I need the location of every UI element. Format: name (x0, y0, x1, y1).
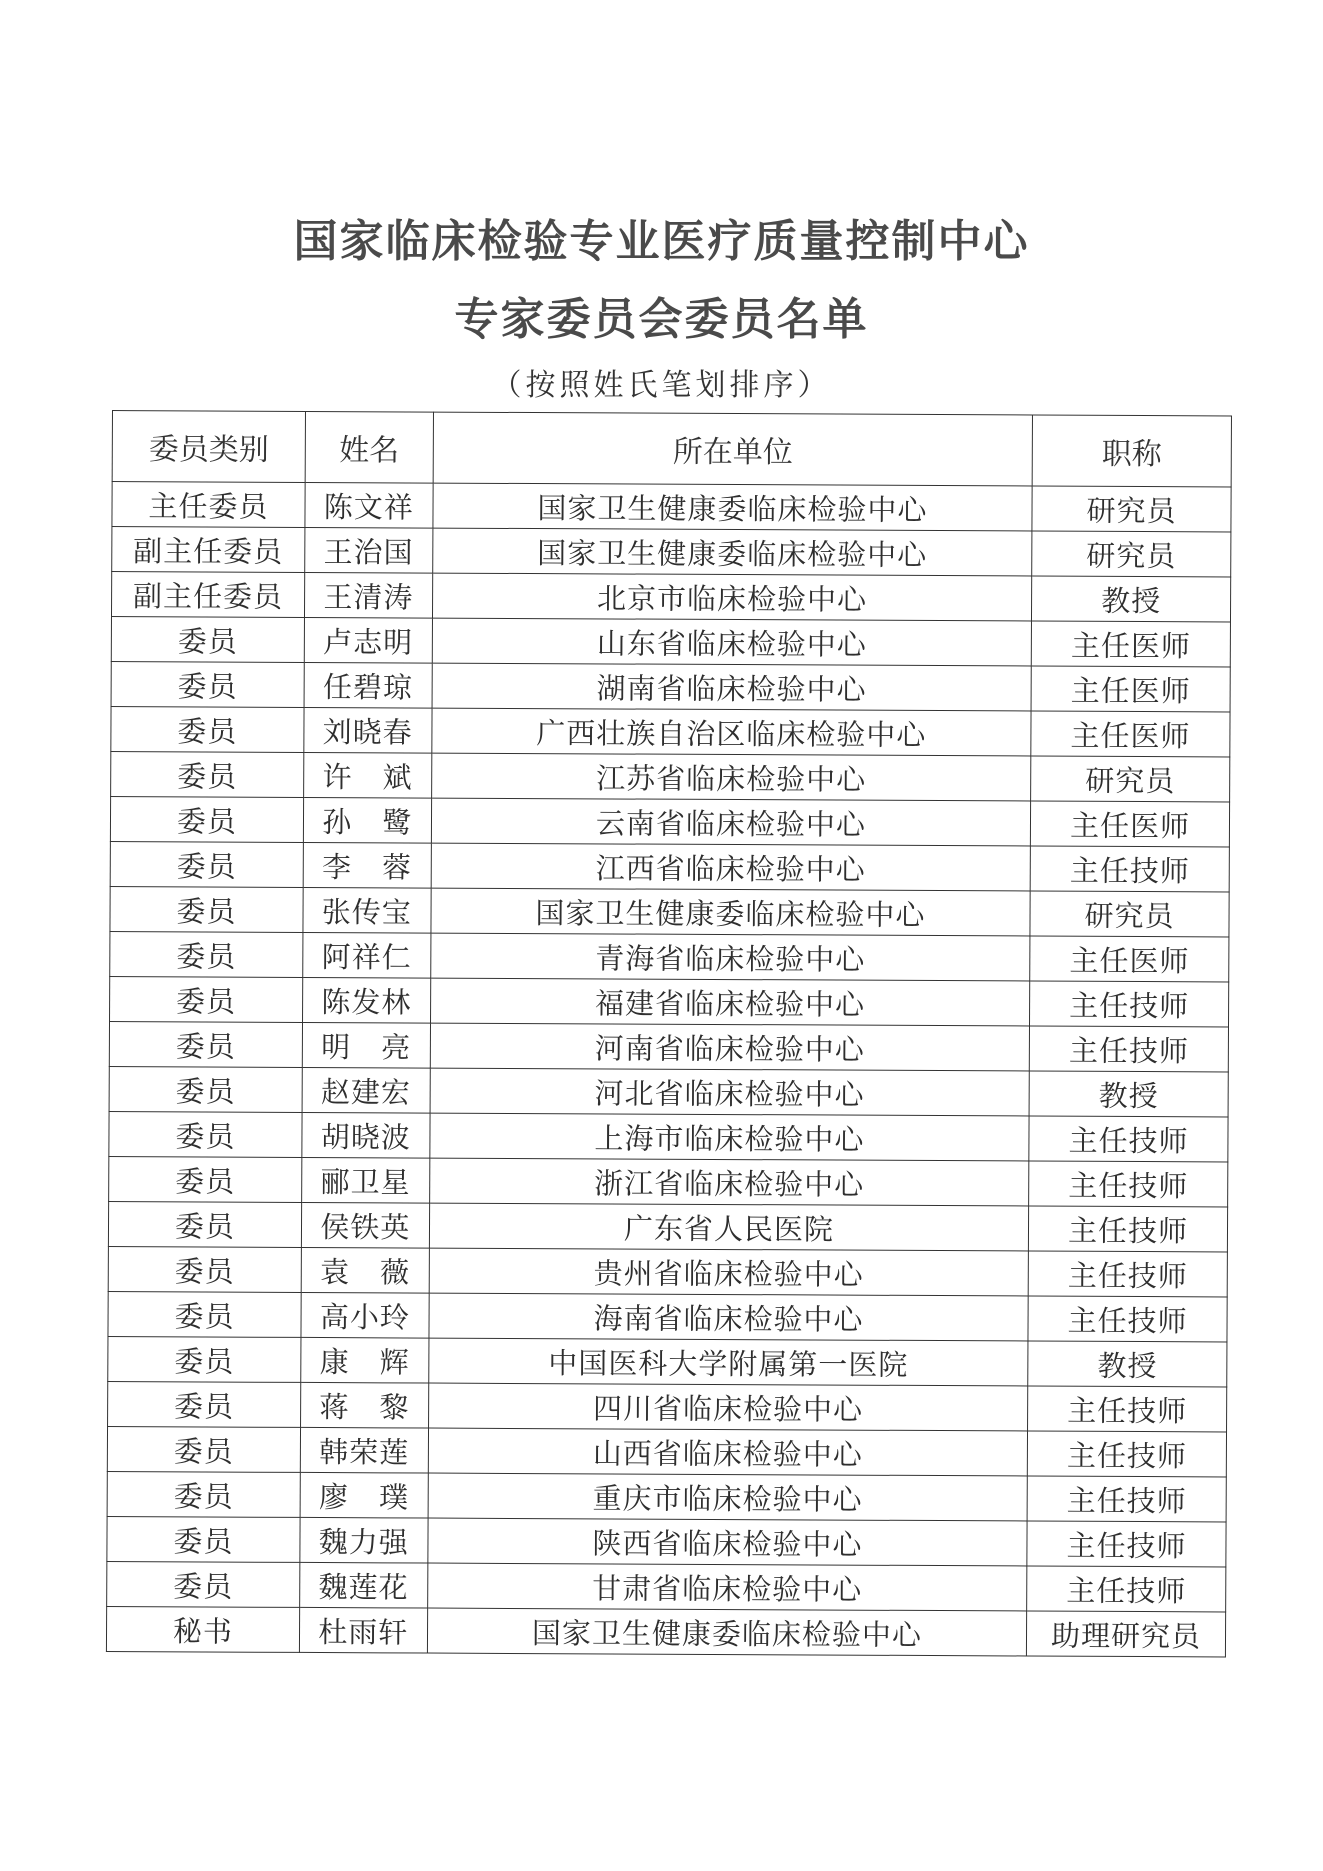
cell-title: 主任技师 (1027, 1431, 1226, 1477)
table-row (110, 841, 1229, 891)
cell-unit: 海南省临床检验中心 (429, 1293, 1029, 1341)
table-row (112, 482, 1231, 532)
cell-title: 助理研究员 (1027, 1611, 1226, 1657)
cell-category: 委员 (111, 751, 304, 797)
cell-name: 李 蓉 (303, 842, 431, 888)
cell-category: 委员 (109, 1111, 302, 1157)
table-row (110, 976, 1229, 1026)
table-row (108, 1381, 1227, 1431)
table-body (106, 482, 1231, 1657)
header-title: 职称 (1032, 415, 1231, 487)
cell-title: 主任技师 (1029, 1206, 1228, 1252)
cell-category: 委员 (109, 1156, 302, 1202)
cell-category: 委员 (111, 661, 304, 707)
cell-category: 委员 (108, 1291, 301, 1337)
cell-title: 主任技师 (1029, 1161, 1228, 1207)
table-row (107, 1561, 1226, 1611)
table-row (111, 751, 1230, 801)
cell-unit: 四川省临床检验中心 (428, 1383, 1028, 1431)
table-row (111, 706, 1230, 756)
cell-unit: 青海省临床检验中心 (430, 933, 1030, 981)
table-row (107, 1471, 1226, 1521)
cell-name: 许 斌 (303, 752, 431, 798)
cell-name: 廖 璞 (300, 1472, 428, 1518)
table-row (111, 572, 1230, 622)
table-row (109, 1111, 1228, 1161)
cell-category: 委员 (110, 976, 303, 1022)
cell-title: 教授 (1029, 1071, 1228, 1117)
document-title-line2: 专家委员会委员名单 (454, 294, 869, 345)
cell-name: 杜雨轩 (299, 1607, 427, 1653)
cell-name: 魏莲花 (300, 1562, 428, 1608)
cell-title: 教授 (1032, 576, 1231, 622)
cell-title: 主任技师 (1028, 1251, 1227, 1297)
cell-title: 主任医师 (1031, 801, 1230, 847)
cell-name: 侯铁英 (301, 1202, 429, 1248)
table-row (111, 617, 1230, 667)
cell-name: 韩荣莲 (300, 1427, 428, 1473)
cell-title: 主任技师 (1027, 1521, 1226, 1567)
cell-name: 陈文祥 (305, 482, 433, 528)
cell-name: 阿祥仁 (303, 932, 431, 978)
cell-title: 研究员 (1032, 531, 1231, 577)
cell-category: 副主任委员 (111, 572, 304, 618)
table-row (111, 661, 1230, 711)
cell-category: 委员 (107, 1516, 300, 1562)
cell-unit: 福建省临床检验中心 (430, 978, 1030, 1026)
table-row (110, 796, 1229, 846)
cell-category: 委员 (109, 1066, 302, 1112)
cell-title: 主任技师 (1030, 981, 1229, 1027)
cell-category: 委员 (107, 1426, 300, 1472)
cell-title: 研究员 (1031, 756, 1230, 802)
committee-member-table (106, 410, 1232, 1657)
cell-unit: 湖南省临床检验中心 (432, 663, 1032, 711)
cell-category: 委员 (108, 1201, 301, 1247)
cell-unit: 贵州省临床检验中心 (429, 1248, 1029, 1296)
cell-unit: 河南省临床检验中心 (430, 1023, 1030, 1071)
cell-name: 刘晓春 (304, 707, 432, 753)
table-row (109, 1021, 1228, 1071)
cell-category: 委员 (110, 931, 303, 977)
table-row (107, 1426, 1226, 1476)
cell-category: 委员 (108, 1381, 301, 1427)
cell-category: 委员 (108, 1246, 301, 1292)
table-row (106, 1606, 1225, 1656)
table-row (107, 1516, 1226, 1566)
cell-unit: 河北省临床检验中心 (430, 1068, 1030, 1116)
cell-category: 委员 (110, 841, 303, 887)
cell-unit: 山东省临床检验中心 (432, 618, 1032, 666)
cell-title: 主任医师 (1031, 711, 1230, 757)
cell-unit: 广西壮族自治区临床检验中心 (432, 708, 1032, 756)
cell-title: 主任技师 (1027, 1476, 1226, 1522)
cell-title: 主任技师 (1027, 1566, 1226, 1612)
cell-title: 主任技师 (1029, 1116, 1228, 1162)
cell-unit: 上海市临床检验中心 (430, 1113, 1030, 1161)
cell-title: 教授 (1028, 1341, 1227, 1387)
table-header-row (112, 411, 1231, 487)
cell-category: 委员 (110, 796, 303, 842)
table-row (108, 1246, 1227, 1296)
cell-category: 副主任委员 (112, 527, 305, 573)
cell-unit: 国家卫生健康委临床检验中心 (431, 888, 1031, 936)
cell-unit: 江苏省临床检验中心 (431, 753, 1031, 801)
table-row (109, 1156, 1228, 1206)
cell-title: 研究员 (1032, 486, 1231, 532)
cell-unit: 重庆市临床检验中心 (428, 1473, 1028, 1521)
document-title: 国家临床检验专业医疗质量控制中心 (293, 216, 1030, 267)
cell-name: 任碧琼 (304, 662, 432, 708)
cell-unit: 国家卫生健康委临床检验中心 (433, 483, 1033, 531)
cell-category: 委员 (107, 1471, 300, 1517)
cell-unit: 浙江省临床检验中心 (429, 1158, 1029, 1206)
cell-name: 卢志明 (304, 617, 432, 663)
cell-category: 委员 (111, 617, 304, 663)
cell-name: 王治国 (305, 527, 433, 573)
cell-category: 委员 (111, 706, 304, 752)
header-name: 姓名 (305, 411, 433, 483)
cell-unit: 陕西省临床检验中心 (428, 1518, 1028, 1566)
cell-title: 主任技师 (1028, 1386, 1227, 1432)
cell-category: 委员 (110, 886, 303, 932)
table-row (108, 1336, 1227, 1386)
header-category: 委员类别 (112, 411, 305, 483)
table-row (109, 1066, 1228, 1116)
table-row (110, 886, 1229, 936)
cell-unit: 广东省人民医院 (429, 1203, 1029, 1251)
cell-name: 胡晓波 (302, 1112, 430, 1158)
cell-name: 赵建宏 (302, 1067, 430, 1113)
cell-name: 袁 薇 (301, 1247, 429, 1293)
cell-name: 明 亮 (302, 1022, 430, 1068)
cell-name: 王清涛 (304, 572, 432, 618)
cell-title: 主任技师 (1028, 1296, 1227, 1342)
cell-title: 主任医师 (1030, 936, 1229, 982)
cell-name: 陈发林 (302, 977, 430, 1023)
header-unit: 所在单位 (433, 412, 1033, 486)
cell-unit: 山西省临床检验中心 (428, 1428, 1028, 1476)
sort-note: （按照姓氏笔划排序） (491, 368, 832, 403)
cell-name: 高小玲 (301, 1292, 429, 1338)
cell-title: 主任医师 (1031, 666, 1230, 712)
cell-name: 郦卫星 (302, 1157, 430, 1203)
cell-name: 魏力强 (300, 1517, 428, 1563)
cell-unit: 云南省临床检验中心 (431, 798, 1031, 846)
table-row (110, 931, 1229, 981)
cell-unit: 国家卫生健康委临床检验中心 (427, 1608, 1027, 1656)
cell-unit: 甘肃省临床检验中心 (427, 1563, 1027, 1611)
cell-category: 委员 (109, 1021, 302, 1067)
cell-unit: 江西省临床检验中心 (431, 843, 1031, 891)
cell-name: 张传宝 (303, 887, 431, 933)
cell-unit: 国家卫生健康委临床检验中心 (432, 528, 1032, 576)
cell-unit: 北京市临床检验中心 (432, 573, 1032, 621)
cell-title: 主任技师 (1029, 1026, 1228, 1072)
cell-category: 委员 (108, 1336, 301, 1382)
cell-name: 康 辉 (301, 1337, 429, 1383)
table-row (108, 1291, 1227, 1341)
table-row (108, 1201, 1227, 1251)
table-row (112, 527, 1231, 577)
cell-category: 主任委员 (112, 482, 305, 528)
cell-unit: 中国医科大学附属第一医院 (428, 1338, 1028, 1386)
cell-title: 主任医师 (1031, 621, 1230, 667)
cell-category: 委员 (107, 1561, 300, 1607)
cell-title: 主任技师 (1030, 846, 1229, 892)
cell-name: 蒋 黎 (300, 1382, 428, 1428)
cell-title: 研究员 (1030, 891, 1229, 937)
cell-name: 孙 鹭 (303, 797, 431, 843)
cell-category: 秘书 (106, 1606, 299, 1652)
